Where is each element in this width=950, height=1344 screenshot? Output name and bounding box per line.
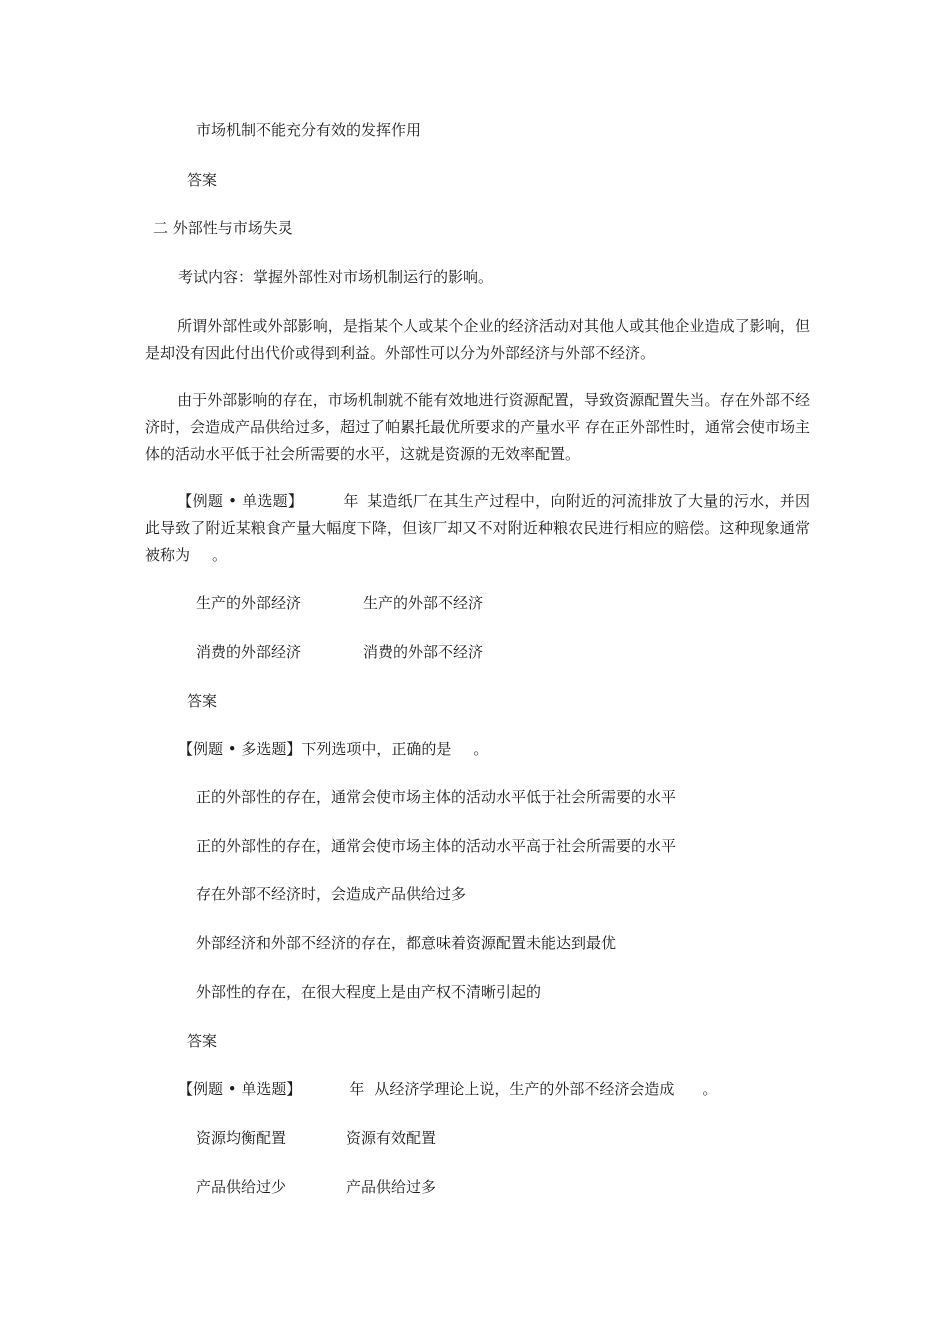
option-d: 外部经济和外部不经济的存在，都意味着资源配置未能达到最优 <box>196 934 617 952</box>
example-year: 年 <box>343 492 359 510</box>
paragraph-text: 所谓外部性或外部影响，是指某个人或某个企业的经济活动对其他人或其他企业造成了影响，但是却没有因此付出代价或得到利益。外部性可以分为外部经济与外部不经济。 <box>145 317 810 362</box>
option-a: 资源均衡配置 <box>196 1129 287 1147</box>
example-stem-end: 。 <box>702 1080 718 1098</box>
example-1-question <box>145 488 810 569</box>
option-b: 正的外部性的存在，通常会使市场主体的活动水平高于社会所需要的水平 <box>196 837 677 855</box>
example-stem-rest: 水，并因此导致了附近某粮食产量大幅度下降，但该厂却又不对附近种粮农民进行相应的赔偿。这种现象通常被称为 <box>145 492 810 564</box>
option-text: 市场机制不能充分有效的发挥作用 <box>196 121 422 139</box>
option-a: 正的外部性的存在，通常会使市场主体的活动水平低于社会所需要的水平 <box>196 788 677 806</box>
option-d: 消费的外部不经济 <box>363 643 484 661</box>
option-c: 产品供给过少 <box>196 1178 287 1196</box>
section-heading: 二 外部性与市场失灵 <box>153 219 293 237</box>
answer-label: 答案 <box>187 1032 218 1050</box>
option-c: 消费的外部经济 <box>196 643 302 661</box>
option-c: 存在外部不经济时，会造成产品供给过多 <box>196 885 467 903</box>
example-tag: 【例题 • 单选题】 <box>178 1080 302 1098</box>
example-3-question <box>178 1079 717 1099</box>
option-a: 生产的外部经济 <box>196 594 302 612</box>
example-tag: 【例题 • 多选题】 <box>178 740 302 758</box>
example-stem-end: 。 <box>473 740 489 758</box>
example-2-question <box>178 739 488 759</box>
option-d: 产品供给过多 <box>346 1178 437 1196</box>
paragraph-definition <box>145 313 810 367</box>
exam-content: 考试内容：掌握外部性对市场机制运行的影响。 <box>178 268 494 286</box>
example-stem-end: 。 <box>212 546 228 564</box>
example-stem: 某造纸厂在其生产过程中，向附近的河流排放了大量的污 <box>366 492 750 510</box>
example-tag: 【例题 • 单选题】 <box>177 492 304 510</box>
option-b: 生产的外部不经济 <box>363 594 484 612</box>
paragraph-effect <box>145 387 810 468</box>
example-stem: 从经济学理论上说，生产的外部不经济会造成 <box>374 1080 675 1098</box>
answer-label: 答案 <box>187 692 218 710</box>
example-year: 年 <box>349 1080 365 1098</box>
option-b: 资源有效配置 <box>346 1129 437 1147</box>
answer-label: 答案 <box>187 171 218 189</box>
example-stem: 下列选项中，正确的是 <box>301 740 452 758</box>
paragraph-text: 由于外部影响的存在，市场机制就不能有效地进行资源配置，导致资源配置失当。存在外部不经济时，会造成产品供给过多，超过了帕累托最优所要求的产量水平 存在正外部性时，通常会使市场主体的活动水平低于社会所需要的水平，这就是资源的无效率配置。 <box>145 391 810 463</box>
option-e: 外部性的存在，在很大程度上是由产权不清晰引起的 <box>196 983 542 1001</box>
